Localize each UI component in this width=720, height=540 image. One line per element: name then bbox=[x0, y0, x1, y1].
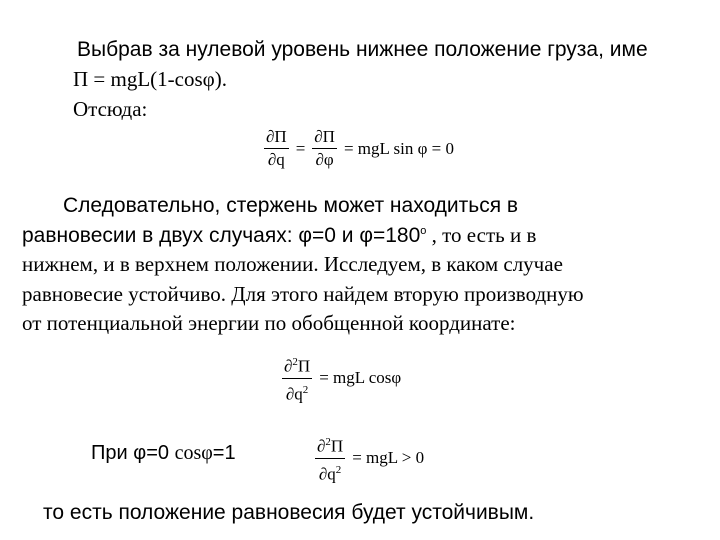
paragraph-line-3: нижнем, и в верхнем положении. Исследуем, в каком случае bbox=[22, 252, 563, 276]
equals-one: =1 bbox=[212, 442, 236, 464]
numerator bbox=[282, 352, 312, 379]
partial-symbol: ∂ bbox=[317, 436, 326, 456]
exponent: 2 bbox=[302, 383, 309, 396]
denominator: ∂q bbox=[267, 150, 285, 169]
equals-sign: = bbox=[295, 138, 306, 158]
equilibrium-angles: φ=0 и φ=180 bbox=[298, 224, 421, 247]
numerator bbox=[315, 432, 345, 459]
paragraph-line-1: Следовательно, стержень может находиться в bbox=[63, 194, 519, 217]
fraction-dP-dq bbox=[264, 127, 289, 170]
partial-symbol: ∂ bbox=[284, 356, 293, 376]
paragraph-line-2-end: , то есть и в bbox=[426, 223, 537, 247]
paragraph-line-4: равновесие устойчиво. Для этого найдем вторую производную bbox=[22, 282, 584, 306]
intro-line-1: Выбрав за нулевой уровень нижнее положение груза, име bbox=[77, 38, 648, 61]
pi-symbol: Π bbox=[297, 356, 311, 376]
exponent: 2 bbox=[335, 463, 342, 476]
potential-energy-formula: Π = mgL(1-cosφ). bbox=[73, 67, 228, 91]
paragraph-line-5: от потенциальной энергии по обобщенной координате: bbox=[22, 311, 516, 335]
paragraph-line-2 bbox=[22, 223, 536, 248]
second-derivative-positive-formula bbox=[313, 432, 429, 484]
numerator: ∂Π bbox=[264, 127, 289, 149]
dq: ∂q bbox=[318, 464, 336, 484]
second-derivative-formula bbox=[280, 352, 406, 404]
denominator bbox=[284, 379, 310, 405]
dq: ∂q bbox=[285, 384, 303, 404]
formula-rest: = mgL > 0 bbox=[352, 448, 425, 468]
exponent: 2 bbox=[292, 356, 298, 368]
paragraph-line-2-start: равновесии в двух случаях: bbox=[22, 224, 299, 247]
numerator: ∂Π bbox=[312, 127, 337, 149]
denominator: ∂φ bbox=[315, 150, 334, 169]
denominator bbox=[317, 459, 343, 485]
fraction-dP-dphi bbox=[312, 127, 337, 170]
when-label: При bbox=[91, 442, 134, 464]
hence-label: Отсюда: bbox=[73, 97, 148, 121]
conclusion-line: то есть положение равновесия будет устойчивым. bbox=[43, 501, 535, 524]
cos-phi: cosφ bbox=[174, 442, 213, 464]
formula-rest: = mgL cosφ bbox=[319, 368, 402, 388]
case-phi-zero bbox=[91, 442, 236, 465]
fraction-d2P-dq2 bbox=[315, 432, 345, 484]
pi-symbol: Π bbox=[330, 436, 344, 456]
phi-zero: φ=0 bbox=[133, 442, 175, 464]
first-derivative-formula bbox=[262, 127, 459, 170]
exponent: 2 bbox=[325, 436, 331, 448]
degree-mark: о bbox=[420, 225, 427, 237]
fraction-d2P-dq2 bbox=[282, 352, 312, 404]
formula-rest: = mgL sin φ = 0 bbox=[343, 138, 455, 158]
